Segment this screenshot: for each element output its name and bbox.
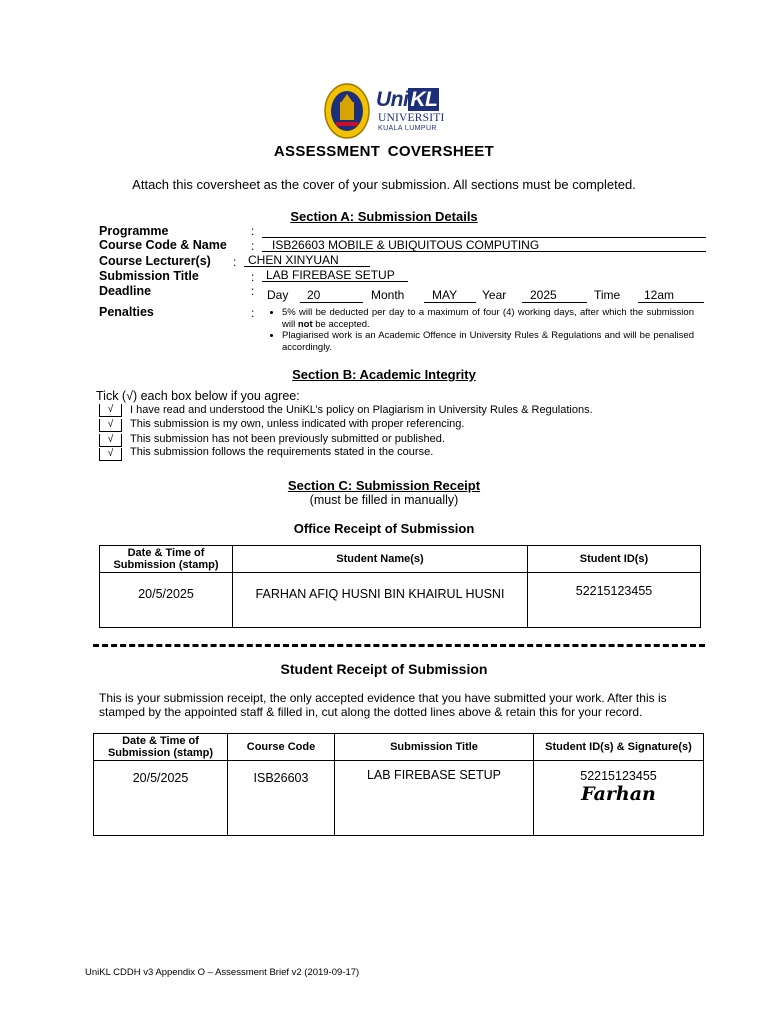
table-header: Student ID(s) xyxy=(528,546,701,573)
programme-colon: : xyxy=(251,224,255,238)
office-date-cell: 20/5/2025 xyxy=(100,573,233,628)
table-header: Student Name(s) xyxy=(233,546,528,573)
section-c-subheading: (must be filled in manually) xyxy=(309,493,459,507)
logo-brand-kl: KL xyxy=(410,88,438,111)
student-title-cell: LAB FIREBASE SETUP xyxy=(335,761,534,836)
logo-brand-uni: Uni xyxy=(376,88,409,111)
course-colon: : xyxy=(251,239,255,253)
submission-title-field: LAB FIREBASE SETUP xyxy=(262,268,408,282)
deadline-label: Deadline xyxy=(99,284,152,298)
intro-text: Attach this coversheet as the cover of your submission. All sections must be completed. xyxy=(132,177,636,192)
signature: Farhan xyxy=(581,783,656,805)
course-field: ISB26603 MOBILE & UBIQUITOUS COMPUTING xyxy=(262,238,706,252)
time-label: Time xyxy=(594,288,621,302)
day-label: Day xyxy=(267,288,289,302)
student-receipt-title: Student Receipt of Submission xyxy=(280,661,488,677)
tick-box[interactable]: √ xyxy=(99,434,122,447)
integrity-item: This submission is my own, unless indicated with proper referencing. xyxy=(130,418,465,430)
month-label: Month xyxy=(371,288,405,302)
student-course-cell: ISB26603 xyxy=(228,761,335,836)
submission-title-colon: : xyxy=(251,270,255,284)
student-date-cell: 20/5/2025 xyxy=(94,761,228,836)
table-header: Course Code xyxy=(228,734,335,761)
office-receipt-table xyxy=(99,545,701,628)
integrity-item: I have read and understood the UniKL’s policy on Plagiarism in University Rules & Regulations. xyxy=(130,404,593,416)
student-receipt-intro: This is your submission receipt, the only accepted evidence that you have submitted your work. After this is stamped by the appointed staff & filled in, cut along the dotted lines above & retain this for your record. xyxy=(99,691,667,719)
student-id-signature-cell xyxy=(534,761,704,836)
day-field: 20 xyxy=(300,288,363,303)
logo-line1: UNIVERSITI xyxy=(378,112,445,124)
programme-field xyxy=(262,223,706,238)
table-header: Date & Time of Submission (stamp) xyxy=(94,734,228,761)
penalties-list xyxy=(266,307,694,353)
time-field: 12am xyxy=(638,288,704,303)
lecturer-label: Course Lecturer(s) xyxy=(99,254,211,268)
cut-line xyxy=(93,644,705,647)
programme-label: Programme xyxy=(99,224,169,238)
table-header: Submission Title xyxy=(335,734,534,761)
table-header: Date & Time of Submission (stamp) xyxy=(100,546,233,573)
office-name-cell: FARHAN AFIQ HUSNI BIN KHAIRUL HUSNI xyxy=(233,573,528,628)
student-receipt-table xyxy=(93,733,704,836)
penalties-colon: : xyxy=(251,306,255,320)
student-id-value: 52215123455 xyxy=(580,769,657,783)
tick-box[interactable]: √ xyxy=(99,404,122,417)
table-row xyxy=(100,573,701,628)
year-field: 2025 xyxy=(522,288,587,303)
deadline-colon: : xyxy=(251,284,255,298)
tick-box[interactable]: √ xyxy=(99,419,122,432)
penalties-label: Penalties xyxy=(99,305,154,319)
tick-box[interactable]: √ xyxy=(99,448,122,461)
lecturer-colon: : xyxy=(233,255,237,269)
integrity-item: This submission follows the requirements stated in the course. xyxy=(130,446,434,458)
year-label: Year xyxy=(482,288,507,302)
office-id-cell: 52215123455 xyxy=(528,573,701,628)
lecturer-field: CHEN XINYUAN xyxy=(244,253,370,267)
course-label: Course Code & Name xyxy=(99,238,227,252)
office-receipt-title: Office Receipt of Submission xyxy=(293,521,475,536)
penalty-item: • 5% will be deducted per day to a maximum of four (4) working days, after which the submission will not be accepted. xyxy=(282,307,694,330)
section-a-heading: Section A: Submission Details xyxy=(290,209,478,224)
table-header: Student ID(s) & Signature(s) xyxy=(534,734,704,761)
section-c-heading: Section C: Submission Receipt xyxy=(287,478,481,493)
section-b-heading: Section B: Academic Integrity xyxy=(292,367,476,382)
table-row xyxy=(94,761,704,836)
tick-instruction: Tick (√) each box below if you agree: xyxy=(96,389,300,403)
footer-text: UniKL CDDH v3 Appendix O – Assessment Brief v2 (2019-09-17) xyxy=(85,967,360,978)
page-title: ASSESSMENT COVERSHEET xyxy=(273,143,495,160)
integrity-item: This submission has not been previously submitted or published. xyxy=(130,433,445,445)
submission-title-label: Submission Title xyxy=(99,269,199,283)
logo-line2: KUALA LUMPUR xyxy=(378,125,437,132)
month-field: MAY xyxy=(424,288,476,303)
unikl-logo xyxy=(322,82,452,140)
penalty-item: • Plagiarised work is an Academic Offence in University Rules & Regulations and will be penalised accordingly. xyxy=(282,330,694,353)
